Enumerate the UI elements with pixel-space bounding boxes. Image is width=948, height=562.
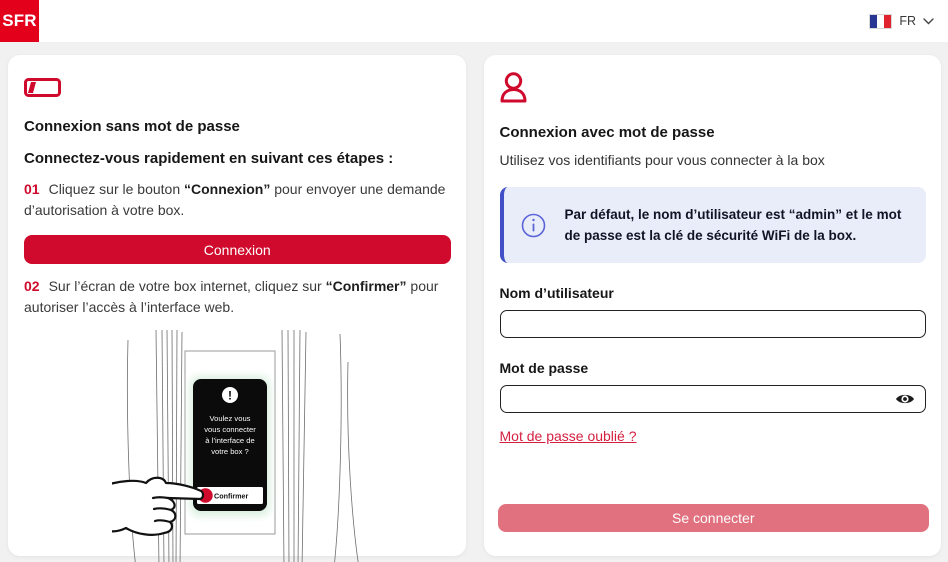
connexion-button[interactable]: Connexion: [24, 235, 451, 264]
step-2-text: Sur l’écran de votre box internet, cliquez sur: [48, 278, 326, 294]
sfr-logo[interactable]: [0, 0, 39, 42]
box-confirm-illustration-svg: [112, 322, 362, 562]
box-icon: [24, 78, 61, 97]
username-field-wrap: [500, 310, 927, 338]
screen-line-3: à l’interface de: [205, 436, 255, 445]
info-note-text: Par défaut, le nom d’utilisateur est “admin” et le mot de passe est la clé de sécurité WiFi de la box.: [564, 207, 902, 243]
step-2-number: 02: [24, 278, 40, 294]
login-button[interactable]: Se connecter: [498, 504, 930, 532]
screen-line-1: Voulez vous: [209, 414, 251, 423]
step-1: [24, 179, 451, 221]
step-2-bold: “Confirmer”: [325, 278, 407, 294]
info-icon: [521, 213, 546, 238]
forgot-password-link[interactable]: Mot de passe oublié ?: [499, 428, 637, 444]
chevron-down-icon: [923, 18, 934, 25]
french-flag-icon: [869, 14, 892, 29]
step-1-number: 01: [24, 181, 40, 197]
step-1-bold: “Connexion”: [184, 181, 271, 197]
default-credentials-note: [500, 187, 927, 263]
passwordless-login-card: [8, 55, 466, 556]
box-confirm-illustration: [24, 322, 451, 562]
sfr-logo-text: SFR: [2, 11, 37, 30]
screen-line-4: votre box ?: [211, 447, 250, 456]
username-label: Nom d’utilisateur: [499, 285, 614, 301]
password-login-subtitle: Utilisez vos identifiants pour vous connecter à la box: [499, 152, 825, 168]
passwordless-title: Connexion sans mot de passe: [24, 118, 240, 135]
password-label: Mot de passe: [499, 360, 589, 376]
password-field-wrap: [500, 385, 927, 413]
language-selector[interactable]: [869, 14, 948, 29]
username-input[interactable]: [500, 310, 927, 338]
password-login-card: [484, 55, 942, 556]
alert-symbol: !: [228, 388, 233, 403]
toggle-password-visibility-button[interactable]: [895, 392, 915, 406]
user-icon: [500, 72, 527, 103]
step-1-text-end: pour envoyer une demande d’autorisation à votre box.: [24, 181, 446, 218]
steps-title: Connectez-vous rapidement en suivant ces étapes :: [24, 150, 394, 167]
confirm-label: Confirmer: [214, 491, 249, 501]
password-login-title: Connexion avec mot de passe: [499, 124, 715, 141]
password-input[interactable]: [500, 385, 927, 413]
eye-icon: [895, 392, 915, 406]
step-2: [24, 276, 451, 318]
step-2-text-end: pour autoriser l’accès à l’interface web.: [24, 278, 439, 315]
language-code: FR: [899, 14, 916, 28]
step-1-text: Cliquez sur le bouton: [48, 181, 184, 197]
top-header: [0, 0, 948, 42]
main-content: [0, 42, 948, 556]
screen-line-2: vous connecter: [204, 425, 256, 434]
